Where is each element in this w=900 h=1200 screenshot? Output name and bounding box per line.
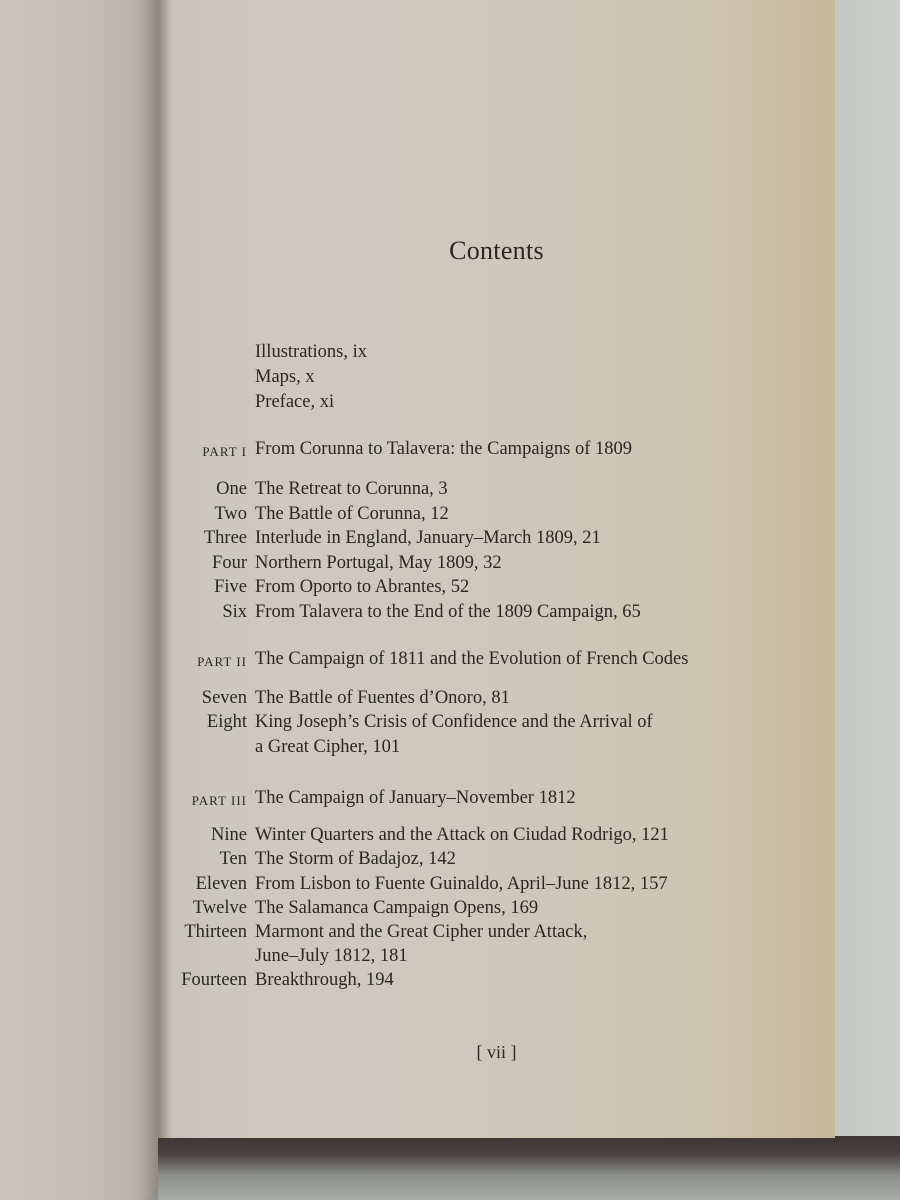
part-title: The Campaign of January–November 1812 xyxy=(255,788,576,808)
chapter-title: The Retreat to Corunna, 3 xyxy=(255,479,448,499)
chapter-label: Seven xyxy=(201,688,247,708)
chapter-title: From Oporto to Abrantes, 52 xyxy=(255,577,470,597)
chapter-title: Breakthrough, 194 xyxy=(255,970,394,990)
chapter-title: Northern Portugal, May 1809, 32 xyxy=(255,553,502,573)
chapter-title: From Lisbon to Fuente Guinaldo, April–June 1812, 157 xyxy=(255,874,668,894)
chapter-label: One xyxy=(216,479,247,499)
front-matter-item: Maps, x xyxy=(255,367,315,387)
chapter-label: Three xyxy=(203,528,247,548)
part-label: PART I xyxy=(202,444,247,459)
chapter-title: Winter Quarters and the Attack on Ciudad Rodrigo, 121 xyxy=(255,825,669,845)
chapter-title: The Battle of Fuentes d’Onoro, 81 xyxy=(255,688,510,708)
chapter-label: Thirteen xyxy=(184,922,247,942)
chapter-title-continued: June–July 1812, 181 xyxy=(255,946,408,966)
chapter-label: Ten xyxy=(219,849,247,869)
chapter-label: Six xyxy=(222,602,247,622)
part-label: PART III xyxy=(191,793,247,808)
part-label: PART II xyxy=(197,654,247,669)
chapter-label: Eleven xyxy=(195,874,247,894)
chapter-title: The Battle of Corunna, 12 xyxy=(255,504,449,524)
chapter-title: From Talavera to the End of the 1809 Campaign, 65 xyxy=(255,602,641,622)
page-title: Contents xyxy=(449,236,544,265)
table-of-contents xyxy=(158,0,835,1138)
part-title: From Corunna to Talavera: the Campaigns of 1809 xyxy=(255,439,633,459)
left-page-edge xyxy=(0,0,158,1200)
page-number: [ vii ] xyxy=(476,1042,517,1062)
chapter-title: King Joseph’s Crisis of Confidence and the Arrival of xyxy=(255,712,653,732)
chapter-title: The Storm of Badajoz, 142 xyxy=(255,849,456,869)
chapter-title-continued: a Great Cipher, 101 xyxy=(255,737,401,757)
chapter-label: Fourteen xyxy=(181,970,247,990)
part-title: The Campaign of 1811 and the Evolution of French Codes xyxy=(255,649,689,669)
background-surface xyxy=(835,0,900,1200)
front-matter-item: Preface, xi xyxy=(255,392,335,412)
chapter-title: Interlude in England, January–March 1809, 21 xyxy=(255,528,601,548)
chapter-label: Four xyxy=(212,553,247,573)
chapter-title: The Salamanca Campaign Opens, 169 xyxy=(255,898,539,918)
chapter-label: Eight xyxy=(206,712,247,732)
front-matter-item: Illustrations, ix xyxy=(255,342,368,362)
chapter-label: Two xyxy=(214,504,247,524)
chapter-label: Five xyxy=(214,577,247,597)
contents-page xyxy=(158,0,835,1138)
chapter-title: Marmont and the Great Cipher under Attack, xyxy=(255,922,588,942)
chapter-label: Nine xyxy=(211,825,247,845)
chapter-label: Twelve xyxy=(192,898,247,918)
